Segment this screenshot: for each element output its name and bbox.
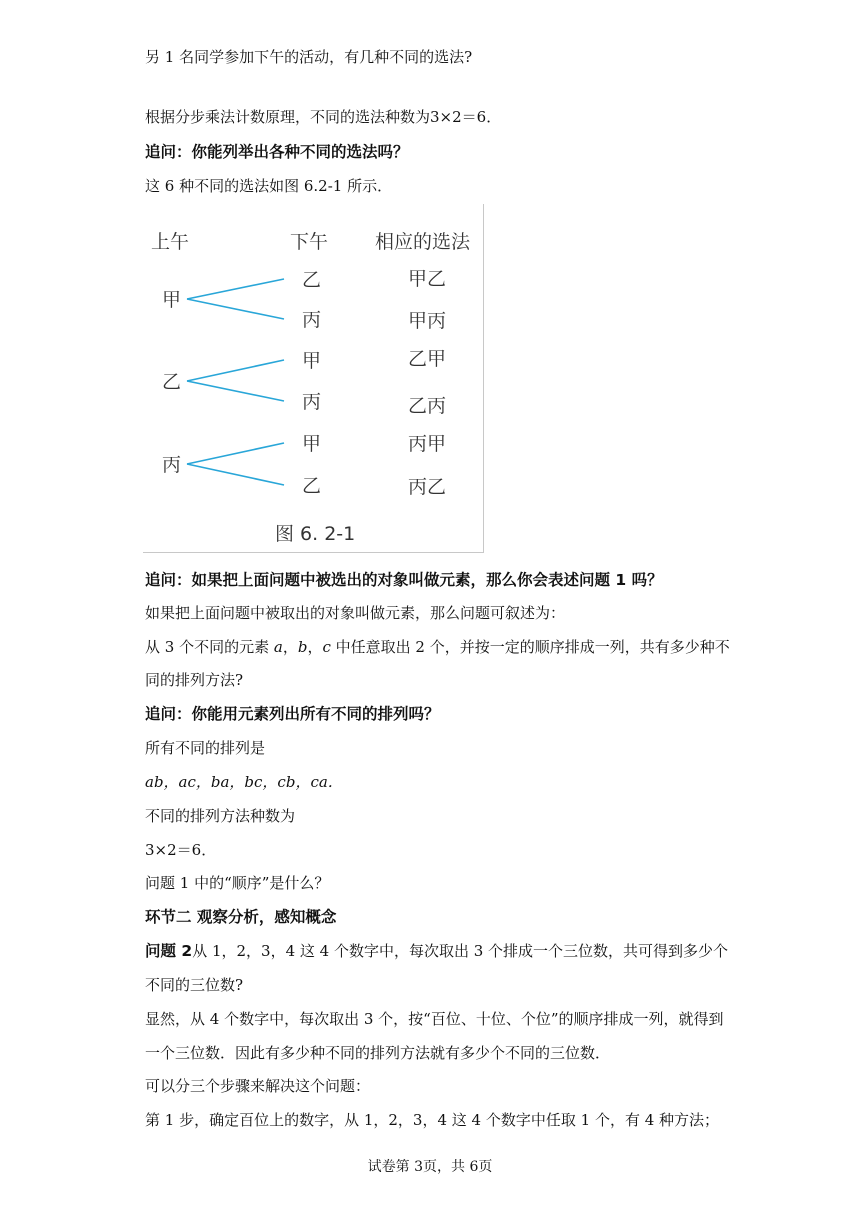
result-label: 甲丙 xyxy=(408,310,447,332)
text-fragment: 从 3 个不同的元素 xyxy=(145,638,274,656)
element-var-a: a xyxy=(273,638,283,656)
formula-line: 3×2＝6． xyxy=(145,841,217,859)
text-line: 这 6 种不同的选法如图 6.2-1 所示． xyxy=(145,177,393,195)
tree-branches xyxy=(143,204,483,552)
root-node: 甲 xyxy=(162,289,182,311)
text-line: 显然，从 4 个数字中，每次取出 3 个，按“百位、十位、个位”的顺序排成一列，就得到 xyxy=(145,1010,724,1028)
text-line: 同的排列方法? xyxy=(145,671,244,689)
text-fragment: 中任意取出 2 个，并按一定的顺序排成一列，共有多少种不 xyxy=(330,638,730,656)
text-fragment: ， xyxy=(282,638,298,656)
result-label: 乙甲 xyxy=(408,348,447,370)
text-line: 另 1 名同学参加下午的活动，有几种不同的选法? xyxy=(145,48,473,66)
result-label: 丙甲 xyxy=(408,433,447,455)
result-label: 丙乙 xyxy=(408,476,447,498)
section-heading: 环节二 观察分析，感知概念 xyxy=(145,908,337,926)
branch-line xyxy=(187,464,284,485)
text-line: 可以分三个步骤来解决这个问题： xyxy=(145,1077,371,1095)
branch-line xyxy=(187,381,284,401)
root-node: 丙 xyxy=(162,454,182,476)
tree-diagram-figure xyxy=(143,204,484,553)
result-label: 乙丙 xyxy=(408,395,447,417)
question-heading: 追问：你能用元素列出所有不同的排列吗？ xyxy=(145,705,440,723)
leaf-node: 乙 xyxy=(302,475,322,497)
text-line: 所有不同的排列是 xyxy=(145,739,266,757)
leaf-node: 甲 xyxy=(302,433,322,455)
text-line: 第 1 步，确定百位上的数字，从 1，2，3，4 这 4 个数字中任取 1 个，有 4 种方法； xyxy=(145,1111,720,1129)
text-fragment: ， xyxy=(307,638,323,656)
text-line: 一个三位数．因此有多少种不同的排列方法就有多少个不同的三位数． xyxy=(145,1044,611,1062)
branch-line xyxy=(187,299,284,319)
problem-text: 从 1，2，3，4 这 4 个数字中，每次取出 3 个排成一个三位数，共可得到多少个 xyxy=(192,942,729,960)
text-line: 问题 1 中的“顺序”是什么？ xyxy=(145,874,330,892)
text-line: 如果把上面问题中被取出的对象叫做元素，那么问题可叙述为： xyxy=(145,604,566,622)
figure-caption: 图 6. 2-1 xyxy=(275,523,356,545)
leaf-node: 丙 xyxy=(302,391,322,413)
problem-line xyxy=(145,941,728,961)
header-pm: 下午 xyxy=(290,231,329,253)
text-line: 不同的三位数? xyxy=(145,976,244,994)
branch-line xyxy=(187,279,284,299)
leaf-node: 乙 xyxy=(302,269,322,291)
header-am: 上午 xyxy=(151,231,190,253)
leaf-node: 甲 xyxy=(302,350,322,372)
element-var-b: b xyxy=(297,638,308,656)
branch-line xyxy=(187,443,284,464)
question-heading: 追问：你能列举出各种不同的选法吗？ xyxy=(145,143,409,161)
problem-label: 问题 2 xyxy=(145,942,193,960)
text-line xyxy=(145,637,730,657)
leaf-node: 丙 xyxy=(302,309,322,331)
permutation-list: ab，ac，ba，bc，cb，ca． xyxy=(145,773,343,791)
page-footer: 试卷第 3页，共 6页 xyxy=(367,1159,493,1175)
element-var-c: c xyxy=(322,638,331,656)
result-label: 甲乙 xyxy=(408,268,447,290)
root-node: 乙 xyxy=(162,371,182,393)
question-heading: 追问：如果把上面问题中被选出的对象叫做元素，那么你会表述问题 1 吗？ xyxy=(145,571,663,589)
text-line: 不同的排列方法种数为 xyxy=(145,807,296,825)
header-result: 相应的选法 xyxy=(375,231,471,253)
branch-line xyxy=(187,360,284,381)
text-line: 根据分步乘法计数原理，不同的选法种数为3×2＝6． xyxy=(145,108,502,126)
